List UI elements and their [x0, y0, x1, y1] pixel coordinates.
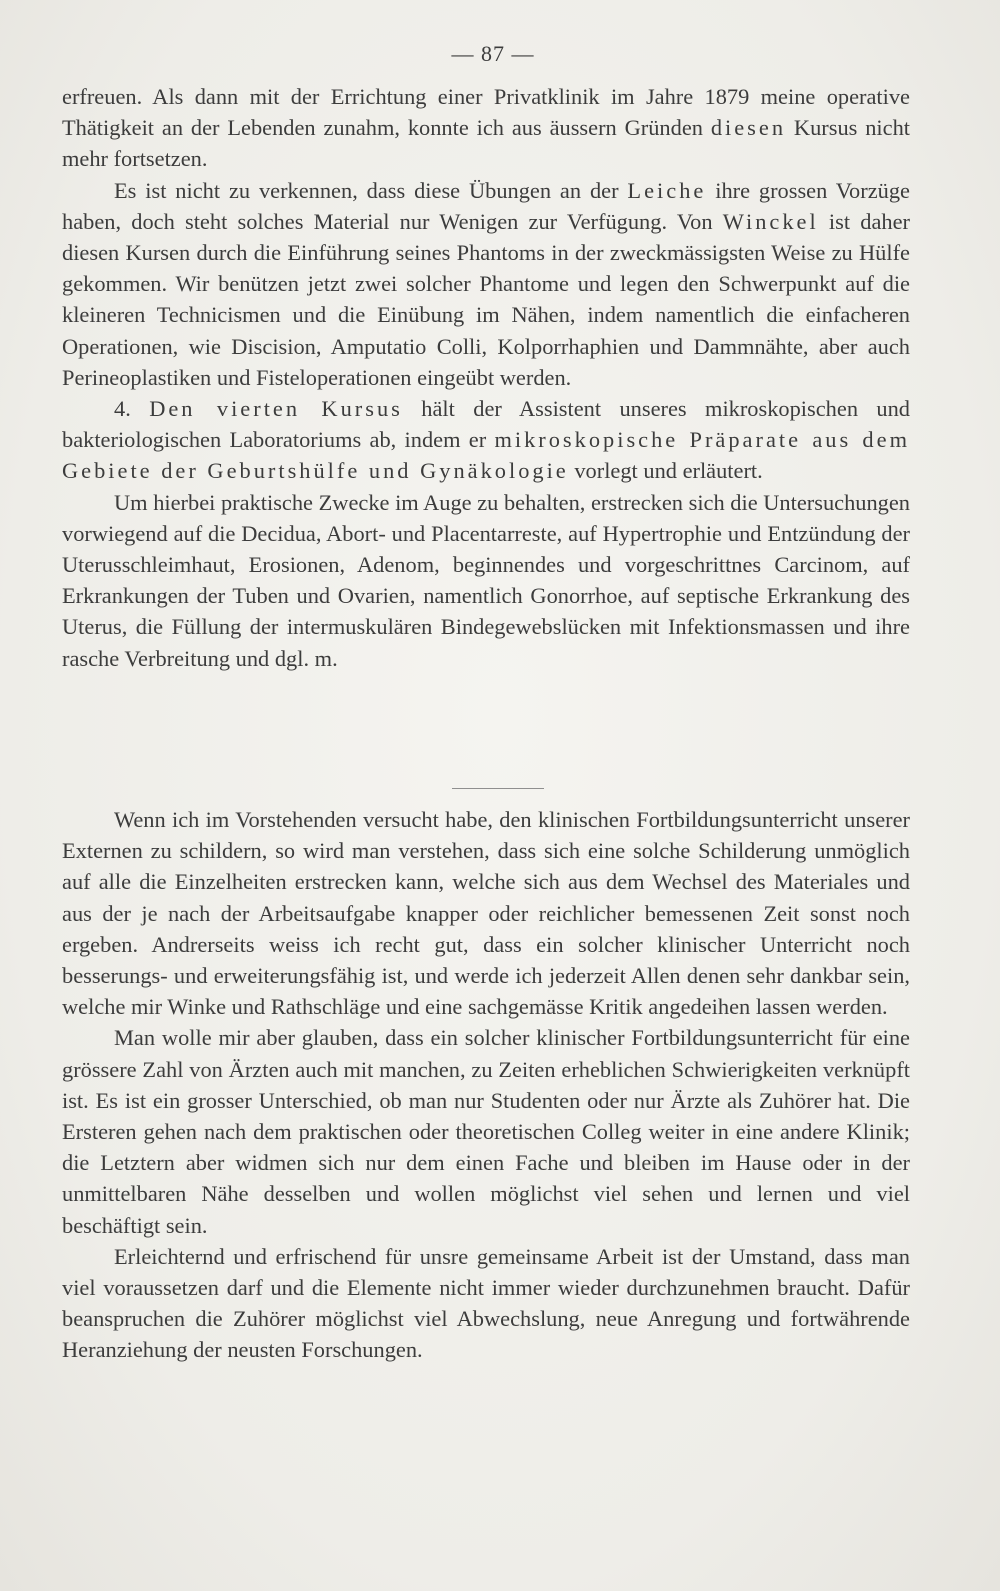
spaced-emphasis: Winckel — [722, 208, 819, 234]
paragraph-phantom — [62, 175, 910, 393]
list-number: 4. — [114, 396, 131, 422]
text-run: vorlegt und erläutert. — [574, 458, 763, 484]
spaced-emphasis: mikroskopische Präparate aus dem Gebiete der Geburtshülfe und Gynäkologie — [62, 427, 910, 484]
paragraph-fourth-course — [62, 393, 910, 487]
text-run: erfreuen. Als dann mit der Errichtung einer Privatklinik im Jahre 1879 meine operative Thätigkeit an der Lebenden zunahm, konnte ich aus äussern Gründen — [62, 84, 910, 141]
text-run: Kursus nicht mehr fortsetzen. — [62, 115, 910, 172]
paragraph-continuation — [62, 81, 910, 175]
spaced-emphasis: Leiche — [627, 177, 707, 203]
paragraph-examinations: Um hierbei praktische Zwecke im Auge zu behalten, erstrecken sich die Untersuchungen vorwiegend auf die Decidua, Abort- und Placentarreste, auf Hypertrophie und Entzündung der Uterusschleimhaut, Erosionen, Adenom, beginnendes und vorgeschrittnes Carcinom, auf Erkrankungen der Tuben und Ovarien, namentlich Gonorrhoe, auf septische Erkrankung des Uterus, die Füllung der intermuskulären Bindegewebslücken mit Infektionsmassen und ihre rasche Verbreitung und dgl. m. — [62, 489, 910, 671]
text-run: Es ist nicht zu verkennen, dass diese Übungen an der — [114, 177, 619, 203]
page-number: — 87 — — [451, 41, 535, 66]
spaced-emphasis: diesen — [710, 115, 787, 141]
text-section-upper — [62, 81, 910, 674]
text-run: ihre grossen Vorzüge haben, doch steht solches Material nur Wenigen zur Verfügung. Von — [62, 177, 910, 234]
text-section-lower — [62, 804, 910, 1366]
text-run: ist daher diesen Kursen durch die Einführung seines Phantoms in der zweckmässigsten Weise zu Hülfe gekommen. Wir benützen jetzt zwei solcher Phantome und legen den Schwerpunkt auf die kleineren Technicismen und die Einübung im Nähen, indem namentlich die einfacheren Operationen, wie Discision, Amputatio Colli, Kolporrhaphien und Dammnähte, aber auch Perineoplastiken und Fisteloperationen eingeübt werden. — [62, 208, 910, 390]
section-divider — [452, 788, 544, 789]
paragraph-difficulties: Man wolle mir aber glauben, dass ein solcher klinischer Fortbildungsunterricht für eine grössere Zahl von Ärzten auch mit manchen, zu Zeiten erheblichen Schwierigkeiten verknüpft ist. Es ist ein grosser Unterschied, ob man nur Studenten oder nur Ärzte als Zuhörer hat. Die Ersteren gehen nach dem praktischen oder theoretischen Colleg weiter in eine andere Klinik; die Letztern aber widmen sich nur dem einen Fache und bleiben im Hause oder in der unmittelbaren Nähe desselben und wollen möglichst viel sehen und lernen und viel beschäftigt sein. — [62, 1025, 910, 1238]
text-run: hält der Assistent unseres mikroskopischen und bakteriologischen Laboratoriums ab, indem er — [62, 396, 910, 453]
paragraph-summary: Wenn ich im Vorstehenden versucht habe, den klinischen Fortbildungsunterricht unserer Externen zu schildern, so wird man verstehen, dass sich eine solche Schilderung unmöglich auf alle die Einzelheiten erstrecken kann, welche sich aus dem Wechsel des Materiales und aus der je nach der Arbeitsaufgabe knapper oder reichlicher bemessenen Zeit sonst noch ergeben. Andrerseits weiss ich recht gut, dass ein solcher klinischer Unterricht noch besserungs- und erweiterungsfähig ist, und werde ich jederzeit Allen denen sehr dankbar sein, welche mir Winke und Rathschläge und eine sachgemässe Kritik angedeihen lassen werden. — [62, 807, 910, 1020]
paragraph-relief: Erleichternd und erfrischend für unsre gemeinsame Arbeit ist der Umstand, dass man viel voraussetzen darf und die Elemente nicht immer wieder durchzunehmen braucht. Dafür beanspruchen die Zuhörer möglichst viel Abwechslung, neue Anregung und fortwährende Heranziehung der neusten Forschungen. — [62, 1243, 910, 1363]
spaced-emphasis: Den vierten Kursus — [149, 396, 403, 422]
